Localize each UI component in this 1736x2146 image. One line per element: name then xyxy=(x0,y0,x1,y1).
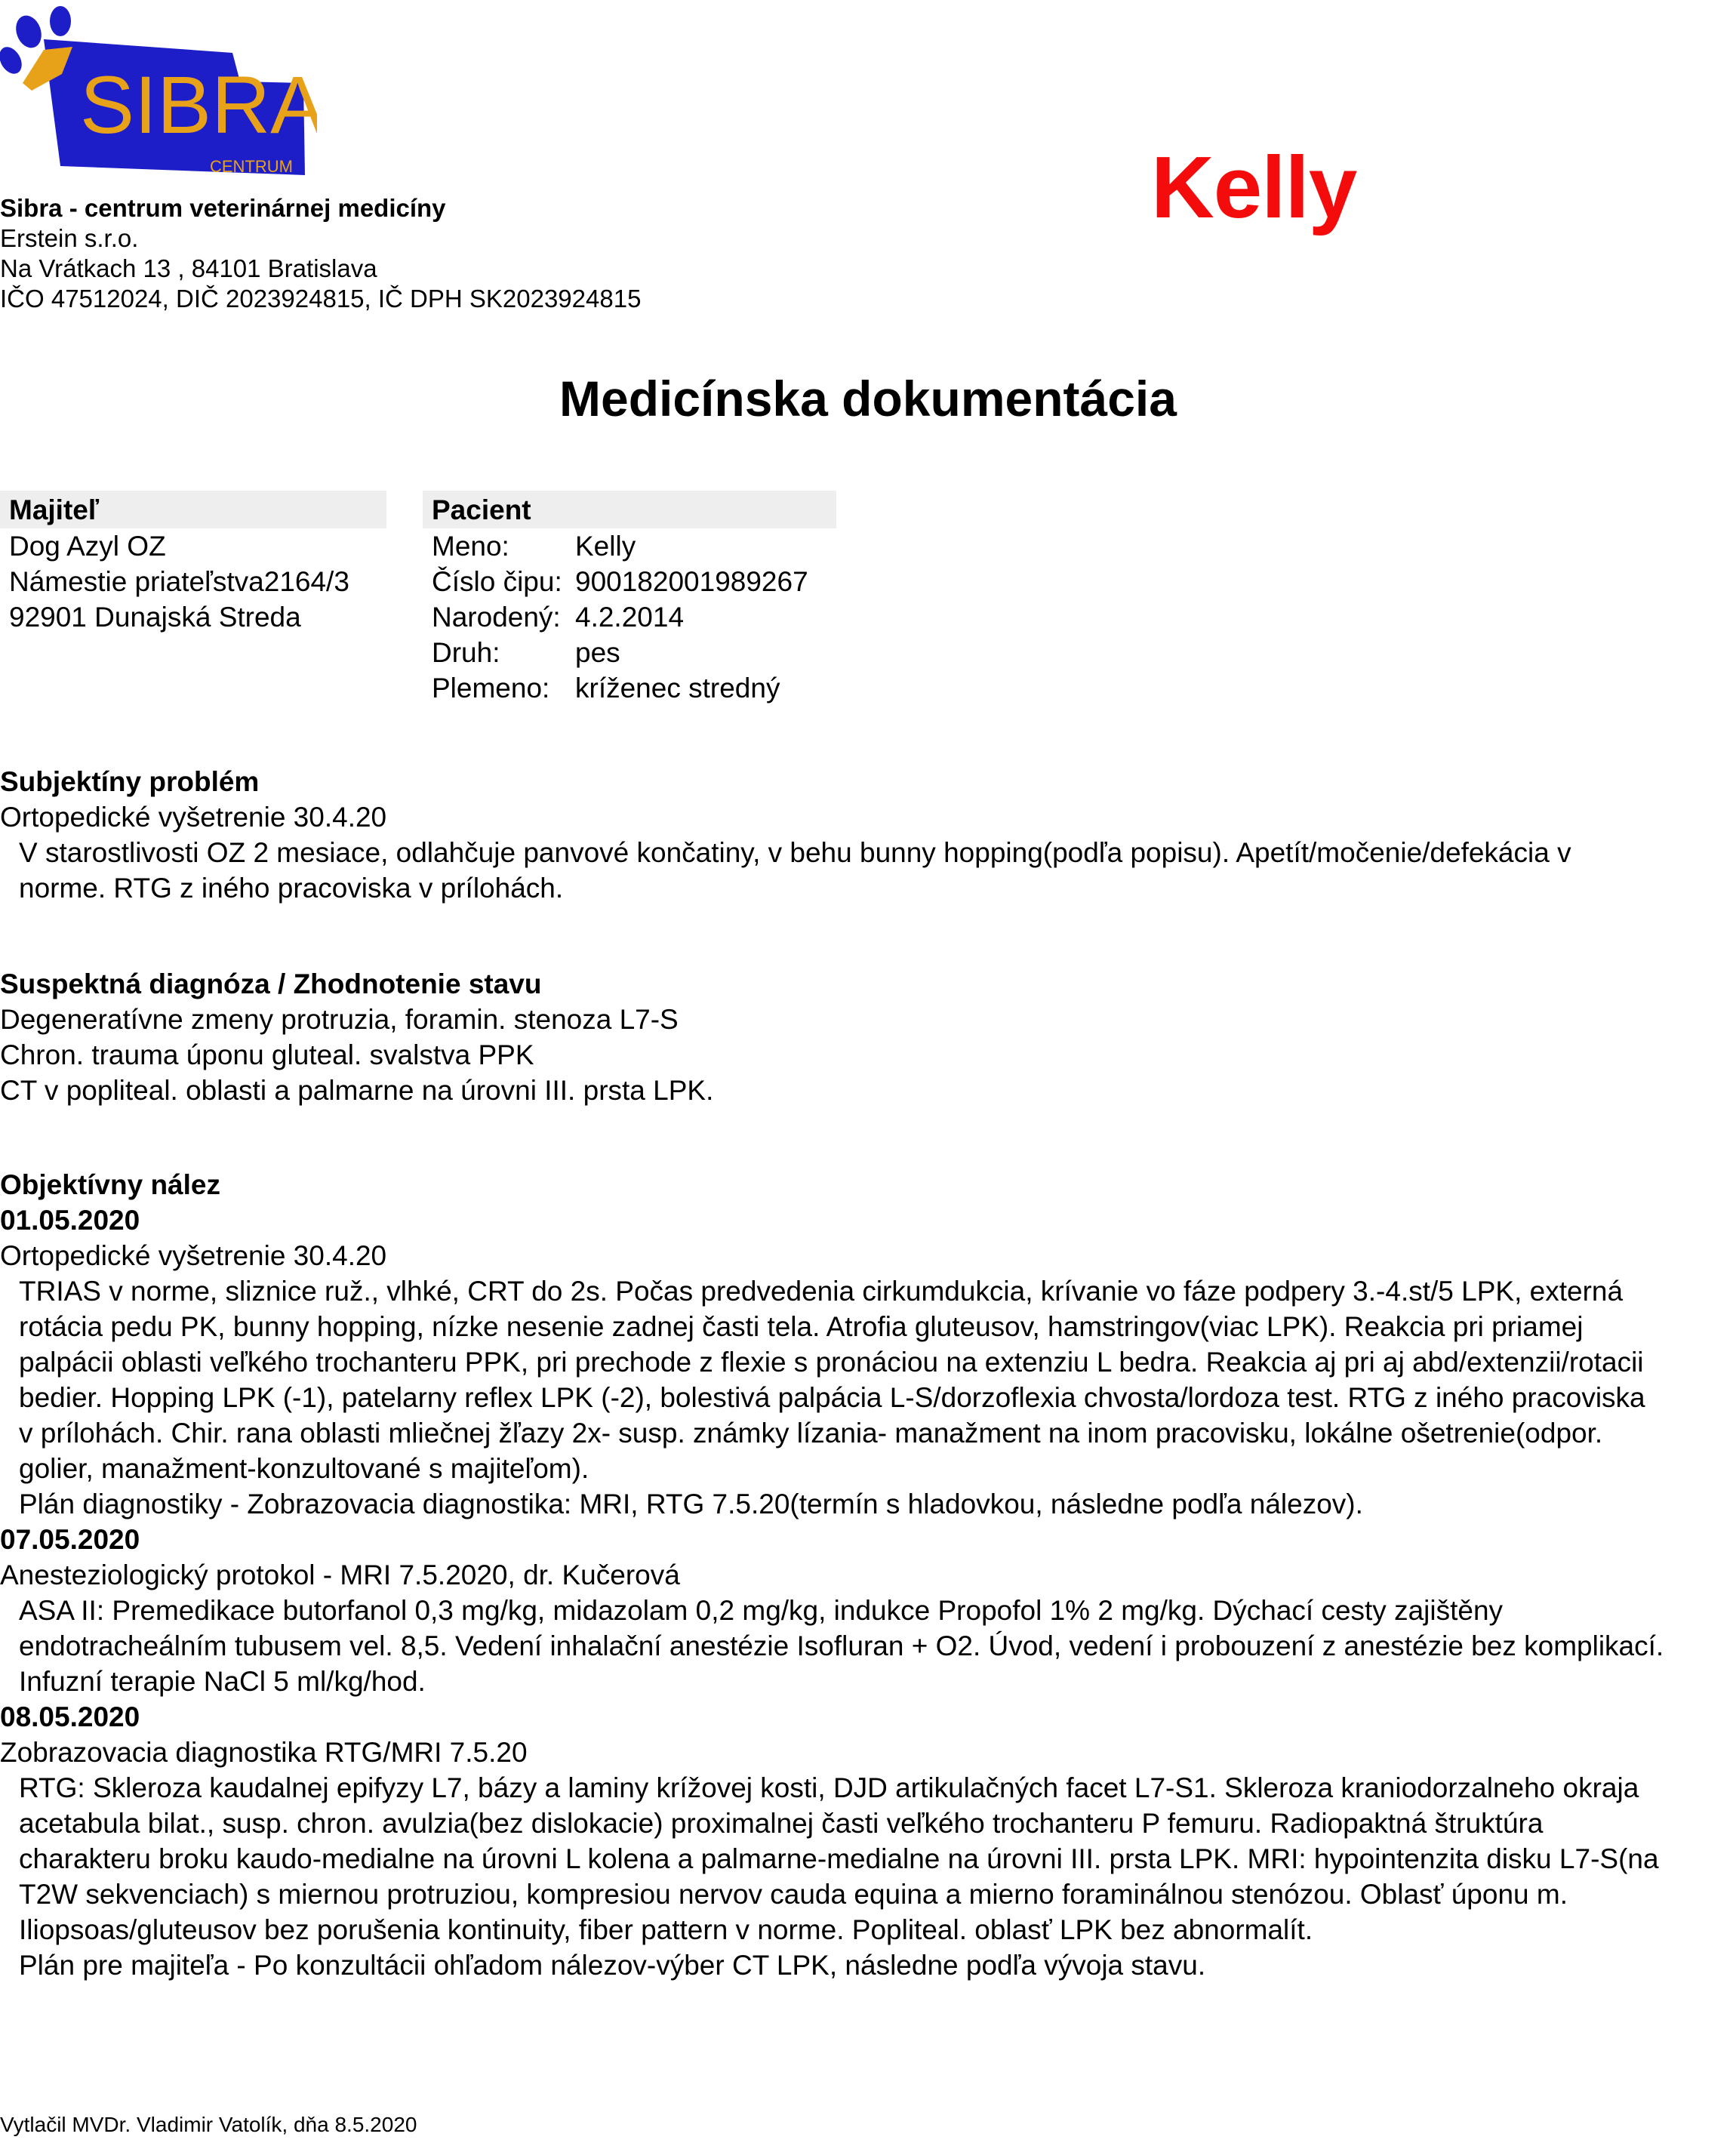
patient-field-value: kríženec stredný xyxy=(575,673,780,704)
text-line: Plán pre majiteľa - Po konzultácii ohľadom nálezov-výber CT LPK, následne podľa vývoja stavu. xyxy=(19,1950,1206,1981)
paw-logo-icon xyxy=(0,0,317,181)
patient-field-value: 4.2.2014 xyxy=(575,602,685,633)
text-line: Degeneratívne zmeny protruzia, foramin. stenoza L7-S xyxy=(0,1004,679,1035)
text-line: RTG: Skleroza kaudalnej epifyzy L7, bázy a laminy krížovej kosti, DJD artikulačných facet L7-S1. Skleroza kraniodorzalneho okraja xyxy=(19,1772,1639,1803)
patient-box xyxy=(423,491,836,706)
text-line: Infuzní terapie NaCl 5 ml/kg/hod. xyxy=(19,1666,426,1697)
text-line: charakteru broku kaudo-medialne na úrovni L kolena a palmarne-medialne na úrovni III. prsta LPK. MRI: hypointenzita disku L7-S(na xyxy=(19,1843,1659,1874)
owner-heading: Majiteľ xyxy=(0,491,386,528)
text-line: palpácii oblasti veľkého trochanteru PPK, pri prechode z flexie s pronáciou na extenziu L bedra. Reakcia aj pri aj abd/extenzii/rotacii xyxy=(19,1347,1644,1378)
patient-row xyxy=(423,564,836,599)
patient-field-label: Druh: xyxy=(432,637,500,668)
entry-date: 01.05.2020 xyxy=(0,1205,140,1236)
patient-field-label: Číslo čipu: xyxy=(432,566,562,597)
patient-field-label: Plemeno: xyxy=(432,673,550,704)
patient-row xyxy=(423,599,836,635)
exam-heading: Ortopedické vyšetrenie 30.4.20 xyxy=(0,802,387,833)
entry-heading: Ortopedické vyšetrenie 30.4.20 xyxy=(0,1240,387,1271)
entry-date: 07.05.2020 xyxy=(0,1524,140,1555)
text-line: rotácia pedu PK, bunny hopping, nízke nesenie zadnej časti tela. Atrofia gluteusov, hamstringov(viac LPK). Reakcia pri priamej xyxy=(19,1311,1584,1342)
text-line: V starostlivosti OZ 2 mesiace, odlahčuje panvové končatiny, v behu bunny hopping(podľa popisu). Apetít/močenie/defekácia v xyxy=(19,837,1571,868)
owner-line: Dog Azyl OZ xyxy=(9,531,166,562)
logo-text: SIBRA xyxy=(80,59,317,150)
patient-heading: Pacient xyxy=(423,491,836,528)
section-title: Subjektíny problém xyxy=(0,766,260,797)
text-line: endotracheálním tubusem vel. 8,5. Vedení inhalační anestézie Isofluran + O2. Úvod, vedení i probouzení z anestézie bez komplikací. xyxy=(19,1630,1664,1661)
text-line: T2W sekvenciach) s miernou protruziou, kompresiou nervov cauda equina a mierno foraminálnou stenózou. Oblasť úponu m. xyxy=(19,1879,1568,1910)
subjective-section xyxy=(0,764,1736,906)
objective-section xyxy=(0,1167,1736,1983)
clinic-company: Erstein s.r.o. xyxy=(0,224,139,252)
clinic-address: Na Vrátkach 13 , 84101 Bratislava xyxy=(0,254,377,282)
entry-heading: Zobrazovacia diagnostika RTG/MRI 7.5.20 xyxy=(0,1737,528,1768)
clinic-ids: IČO 47512024, DIČ 2023924815, IČ DPH SK2023924815 xyxy=(0,285,642,313)
text-line: v prílohách. Chir. rana oblasti mliečnej žľazy 2x- susp. známky lízania- manažment na inom pracovisku, lokálne ošetrenie(odpor. xyxy=(19,1418,1603,1449)
text-line: golier, manažment-konzultované s majiteľom). xyxy=(19,1453,589,1484)
text-line: bedier. Hopping LPK (-1), patelarny reflex LPK (-2), bolestivá palpácia L-S/dorzoflexia chvosta/lordoza test. RTG z iného pracoviska xyxy=(19,1382,1645,1413)
clinic-info xyxy=(0,193,641,314)
text-line: CT v popliteal. oblasti a palmarne na úrovni III. prsta LPK. xyxy=(0,1075,714,1106)
text-line: Plán diagnostiky - Zobrazovacia diagnostika: MRI, RTG 7.5.20(termín s hladovkou, následne podľa nálezov). xyxy=(19,1489,1363,1519)
logo-subtext: CENTRUM xyxy=(210,157,293,176)
owner-line: Námestie priateľstva2164/3 xyxy=(9,566,349,597)
patient-name-heading: Kelly xyxy=(1151,138,1357,236)
owner-box xyxy=(0,491,386,635)
patient-field-value: Kelly xyxy=(575,531,636,562)
text-line: acetabula bilat., susp. chron. avulzia(bez dislokacie) proximalnej časti veľkého trochanteru P femuru. Radiopaktná štruktúra xyxy=(19,1808,1544,1839)
entry-date: 08.05.2020 xyxy=(0,1701,140,1732)
entry-heading: Anesteziologický protokol - MRI 7.5.2020, dr. Kučerová xyxy=(0,1559,680,1590)
text-line: ASA II: Premedikace butorfanol 0,3 mg/kg, midazolam 0,2 mg/kg, indukce Propofol 1% 2 mg/kg. Dýchací cesty zajištěny xyxy=(19,1595,1504,1626)
text-line: Iliopsoas/gluteusov bez porušenia kontinuity, fiber pattern v norme. Popliteal. oblasť LPK bez abnormalít. xyxy=(19,1914,1313,1945)
patient-field-label: Meno: xyxy=(432,531,509,562)
patient-field-value: pes xyxy=(575,637,620,668)
text-line: TRIAS v norme, sliznice ruž., vlhké, CRT do 2s. Počas predvedenia cirkumdukcia, krívanie vo fáze podpery 3.-4.st/5 LPK, externá xyxy=(19,1276,1624,1307)
print-footer: Vytlačil MVDr. Vladimir Vatolík, dňa 8.5.2020 xyxy=(0,2113,417,2136)
patient-row xyxy=(423,528,836,564)
text-line: norme. RTG z iného pracoviska v prílohách. xyxy=(19,873,564,904)
patient-row xyxy=(423,670,836,706)
section-title: Suspektná diagnóza / Zhodnotenie stavu xyxy=(0,968,542,999)
patient-field-value: 900182001989267 xyxy=(575,566,808,597)
section-title: Objektívny nález xyxy=(0,1169,220,1200)
clinic-logo xyxy=(0,0,317,181)
patient-row xyxy=(423,635,836,670)
text-line: Chron. trauma úponu gluteal. svalstva PPK xyxy=(0,1039,534,1070)
diagnosis-section xyxy=(0,966,1736,1108)
patient-field-label: Narodený: xyxy=(432,602,561,633)
document-title: Medicínska dokumentácia xyxy=(559,371,1177,426)
clinic-name: Sibra - centrum veterinárnej medicíny xyxy=(0,194,446,222)
owner-line: 92901 Dunajská Streda xyxy=(9,602,301,633)
